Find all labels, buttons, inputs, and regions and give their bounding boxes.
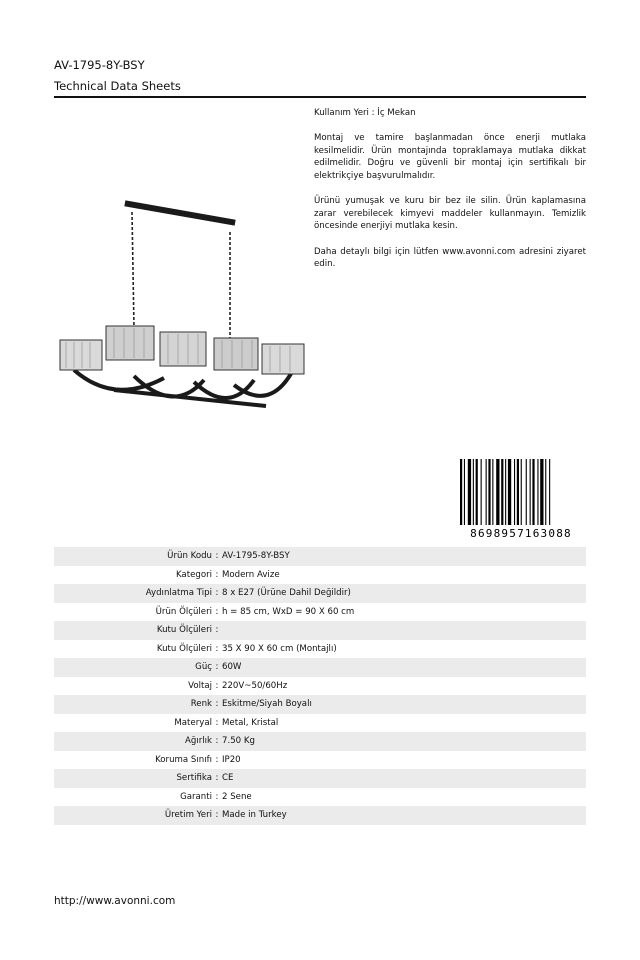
barcode-bar [540,459,543,525]
spec-row-product-code: Ürün Kodu : AV-1795-8Y-BSY [54,547,586,566]
spec-row-power: Güç : 60W [54,658,586,677]
barcode-bar [464,459,465,525]
barcode-bar [514,459,515,525]
header-divider [54,96,586,98]
spec-row-category: Kategori : Modern Avize [175,569,280,580]
barcode-digits: 8698957163088 [470,527,572,539]
barcode-bar [476,459,478,525]
barcode-bar [481,459,482,525]
barcode-bar [496,459,499,525]
spec-row-weight: Ağırlık : 7.50 Kg [54,732,586,751]
usage-location: Kullanım Yeri : İç Mekan [314,108,416,118]
barcode-bar [545,459,546,525]
barcode-bar [526,459,527,525]
barcode-bar [468,459,471,525]
safety-paragraph: Montaj ve tamire başlanmadan önce enerji mutlaka kesilmelidir. Ürün montajında topraklamaya mutlaka dikkat edilmelidir. Doğru ve güvenli bir montaj için sertifikalı bir elektrikçiye başvurulmalıdır. [314,133,586,181]
spec-row-certificate: Sertifika : CE [54,769,586,788]
chandelier-image [54,200,310,420]
barcode-bar [473,459,474,525]
document-subtitle: Technical Data Sheets [54,79,181,93]
spec-row-voltage: Voltaj : 220V~50/60Hz [188,680,288,691]
barcode-bar [492,459,493,525]
barcode-bar [517,459,519,525]
info-paragraph: Daha detaylı bilgi için lütfen www.avonni.com adresini ziyaret edin. [314,246,586,270]
cleaning-paragraph: Ürünü yumuşak ve kuru bir bez ile silin. Ürün kaplamasına zarar verebilecek kimyevi maddeler kullanmayın. Temizlik öncesinde enerjiyi mutlaka kesin. [314,196,586,232]
barcode-bar [460,459,462,525]
spec-row-protection-class: Koruma Sınıfı : IP20 [155,754,241,765]
spec-row-box-dimensions: Kutu Ölçüleri : 35 X 90 X 60 cm (Montajlı) [156,643,337,654]
spec-row-box-dimensions-empty: Kutu Ölçüleri : [54,621,586,640]
barcode-bar [549,459,550,525]
spec-table [54,547,586,825]
spec-row-product-dimensions: Ürün Ölçüleri : h = 85 cm, WxD = 90 X 60 cm [155,606,355,617]
spec-row-lighting-type: Aydınlatma Tipi : 8 x E27 (Ürüne Dahil Değildir) [54,584,586,603]
footer-url[interactable]: http://www.avonni.com [54,895,176,907]
barcode-bar [501,459,503,525]
product-code-title: AV-1795-8Y-BSY [54,58,145,72]
barcode-bar [486,459,487,525]
barcode-bar [488,459,490,525]
spec-row-warranty: Garanti : 2 Sene [180,791,252,802]
barcode-bar [532,459,534,525]
barcode-bar [521,459,522,525]
spec-row-origin: Üretim Yeri : Made in Turkey [54,806,586,825]
barcode-bar [508,459,511,525]
description-block [314,107,586,283]
barcode [456,459,586,539]
barcode-bar [505,459,506,525]
spec-row-material: Materyal : Metal, Kristal [174,717,279,728]
spec-row-color: Renk : Eskitme/Siyah Boyalı [54,695,586,714]
barcode-bar [530,459,531,525]
barcode-bar [537,459,538,525]
